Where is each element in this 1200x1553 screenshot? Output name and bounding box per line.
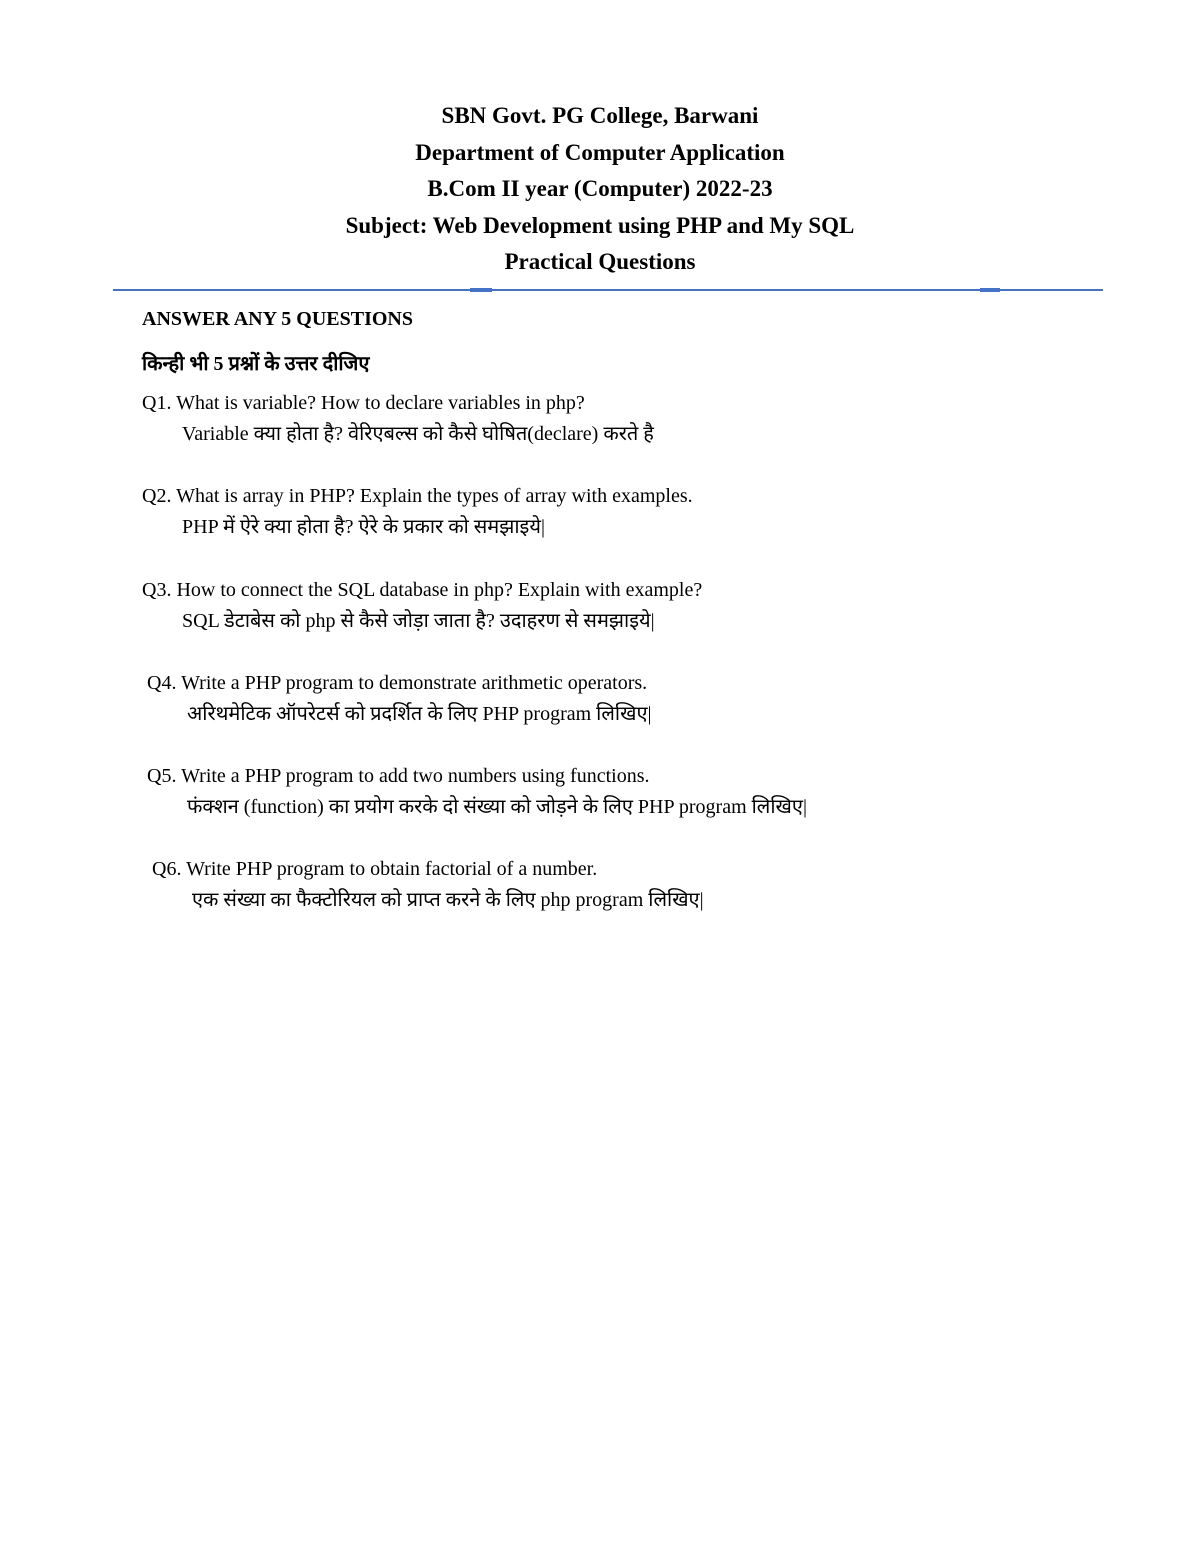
- course-name: B.Com II year (Computer) 2022-23: [427, 176, 773, 201]
- question-hindi: अरिथमेटिक ऑपरेटर्स को प्रदर्शित के लिए PHP program लिखिए|: [187, 703, 652, 725]
- subject-title: Subject: Web Development using PHP and My SQL: [345, 212, 855, 238]
- department-name: Department of Computer Application: [415, 139, 785, 165]
- header-divider-tick: [980, 288, 1000, 292]
- question-item: [142, 575, 702, 637]
- document-header: [0, 98, 1200, 281]
- question-english: Q5. Write a PHP program to add two numbers using functions.: [147, 765, 650, 787]
- college-name: SBN Govt. PG College, Barwani: [441, 103, 759, 128]
- question-hindi: Variable क्या होता है? वेरिएबल्स को कैसे घोषित(declare) करते है: [182, 423, 654, 445]
- question-hindi: PHP में ऐरे क्या होता है? ऐरे के प्रकार को समझाइये|: [182, 516, 545, 538]
- question-item: [147, 761, 807, 823]
- question-english: Q2. What is array in PHP? Explain the types of array with examples.: [142, 485, 693, 507]
- header-divider: [113, 289, 1103, 291]
- document-title: Practical Questions: [504, 249, 696, 274]
- question-english: Q6. Write PHP program to obtain factorial of a number.: [152, 858, 598, 880]
- question-hindi: फंक्शन (function) का प्रयोग करके दो संख्या को जोड़ने के लिए PHP program लिखिए|: [187, 796, 807, 818]
- question-hindi: SQL डेटाबेस को php से कैसे जोड़ा जाता है? उदाहरण से समझाइये|: [182, 610, 655, 632]
- instruction-hindi: किन्ही भी 5 प्रश्नों के उत्तर दीजिए: [142, 353, 370, 375]
- question-english: Q3. How to connect the SQL database in php? Explain with example?: [142, 579, 703, 601]
- question-english: Q1. What is variable? How to declare variables in php?: [142, 392, 585, 414]
- question-item: [142, 388, 654, 450]
- header-divider-tick: [470, 288, 492, 292]
- question-english: Q4. Write a PHP program to demonstrate arithmetic operators.: [147, 672, 648, 694]
- question-item: [142, 481, 693, 543]
- question-hindi: एक संख्या का फैक्टोरियल को प्राप्त करने के लिए php program लिखिए|: [192, 889, 704, 911]
- instruction-english: ANSWER ANY 5 QUESTIONS: [142, 308, 413, 330]
- question-item: [152, 854, 704, 916]
- question-item: [147, 668, 652, 730]
